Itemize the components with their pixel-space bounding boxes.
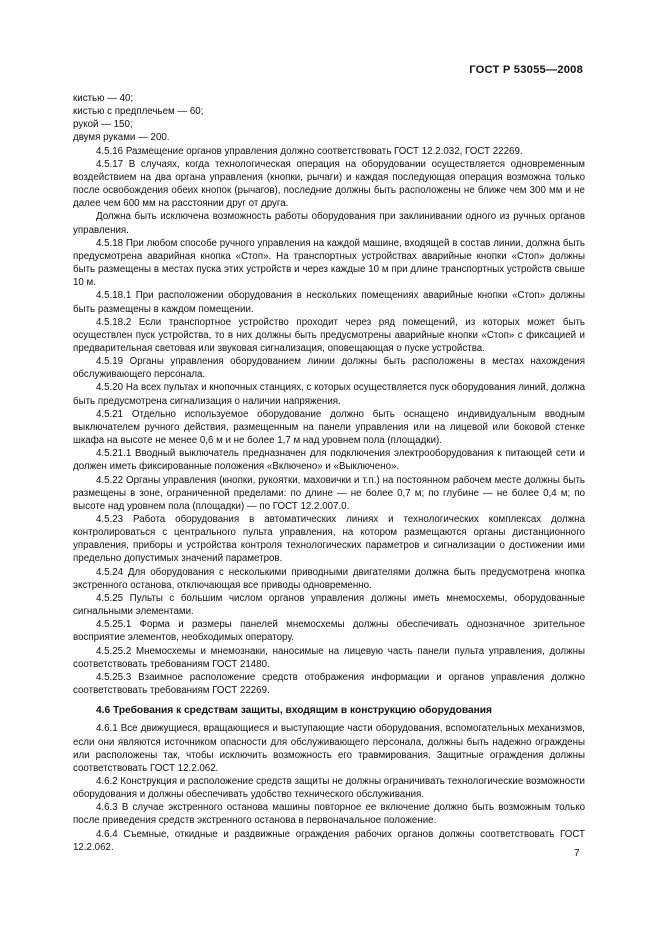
paragraph-4-5-24: 4.5.24 Для оборудования с несколькими приводными двигателями должна быть предусмотрена кнопка экстренного останова, отключающая все приводы одновременно.: [73, 566, 585, 591]
paragraph-4-5-18: 4.5.18 При любом способе ручного управления на каждой машине, входящей в состав линии, должна быть предусмотрена аварийная кнопка «Стоп». На транспортных устройствах аварийные кнопки «Стоп» должны быть размещены в местах пуска этих устройств и через каждые 10 м при длине транспортных устройств свыше 10 м.: [73, 237, 585, 289]
page-body: [73, 92, 585, 854]
section-heading-4-6: 4.6 Требования к средствам защиты, входящим в конструкцию оборудования: [96, 705, 492, 717]
paragraph-4-5-25-3: 4.5.25.3 Взаимное расположение средств отображения информации и органов управления должно соответствовать требованиям ГОСТ 22269.: [73, 671, 585, 697]
paragraph-4-5-25-1: 4.5.25.1 Форма и размеры панелей мнемосхемы должны обеспечивать однозначное зрительное восприятие элементов, необходимых оператору.: [73, 619, 585, 644]
paragraph-4-5-25-2: 4.5.25.2 Мнемосхемы и мнемознаки, наносимые на лицевую часть панели пульта управления, должны соответствовать требованиям ГОСТ 21480.: [73, 645, 585, 670]
paragraph-4-5-21-1: 4.5.21.1 Вводный выключатель предназначен для подключения электрооборудования к питающей сети и должен иметь фиксированные положения «Включено» и «Выключено».: [73, 448, 585, 473]
paragraph-4-5-23: 4.5.23 Работа оборудования в автоматических линиях и технологических комплексах должна контролироваться с центрального пульта управления, на котором размещаются органы дистанционного управления, приборы и устройства контроля технологических параметров и сигнализации о достижении ими предельно допустимых значений параметров.: [73, 514, 585, 565]
paragraph-4-6-1: 4.6.1 Все движущиеся, вращающиеся и выступающие части оборудования, вспомогательных механизмов, если они являются источником опасности для обслуживающего персонала, должны быть надежно ограждены или расположены так, чтобы исключить возможность его травмирования. Защитные ограждения должны соответствовать ГОСТ 12.2.062.: [73, 723, 585, 774]
paragraph-4-5-25: 4.5.25 Пульты с большим числом органов управления должны иметь мнемосхемы, оборудованные сигнальными элементами.: [73, 592, 585, 618]
paragraph-4-5-18-2: 4.5.18.2 Если транспортное устройство проходит через ряд помещений, из которых может быть осуществлен пуск устройства, то в них должны быть предусмотрены аварийные кнопки «Стоп» с фиксацией и предварительная световая или звуковая сигнализация, оповещающая о пуске устройства.: [73, 316, 585, 354]
paragraph-4-5-18-1: 4.5.18.1 При расположении оборудования в нескольких помещениях аварийные кнопки «Стоп» должны быть размещены в каждом помещении.: [73, 290, 585, 315]
list-item: рукой — 150;: [73, 119, 133, 131]
paragraph: Должна быть исключена возможность работы оборудования при заклинивании одного из ручных органов управления.: [73, 211, 585, 236]
list-item: кистью — 40;: [73, 93, 134, 104]
document-header: ГОСТ Р 53055—2008: [469, 64, 583, 76]
paragraph-4-5-17: 4.5.17 В случаях, когда технологическая операция на оборудовании осуществляется одновременным воздействием на два органа управления (кнопки, рычаги) и каждая последующая операция возможна только после освобождения обеих кнопок (рычагов), последние должны быть расположены не ближе чем 300 мм и не далее чем 600 мм на расстоянии друг от друга.: [73, 158, 585, 210]
list-item: двумя руками — 200.: [73, 132, 170, 144]
paragraph-4-6-2: 4.6.2 Конструкция и расположение средств защиты не должны ограничивать технологические возможности оборудования и должны обеспечивать удобство технического обслуживания.: [73, 775, 585, 801]
paragraph-4-6-4: 4.6.4 Съемные, откидные и раздвижные ограждения рабочих органов должны соответствовать ГОСТ 12.2.062.: [73, 828, 585, 853]
paragraph-4-5-21: 4.5.21 Отдельно используемое оборудование должно быть оснащено индивидуальным вводным выключателем ручного действия, размещенным на панели управления или на лицевой или боковой стенке шкафа на высоте не менее 0,6 м и не более 1,7 м над уровнем пола (площадки).: [73, 408, 585, 447]
paragraph-4-5-22: 4.5.22 Органы управления (кнопки, рукоятки, маховички и т.п.) на постоянном рабочем месте должны быть размещены в зоне, ограниченной пределами: по длине — не более 0,7 м; по глубине — не более 0,4 м; по высоте над уровнем пола (площадки) — по ГОСТ 12.2.007.0.: [73, 474, 585, 512]
list-item: кистью с предплечьем — 60;: [73, 106, 204, 118]
page-number: 7: [574, 848, 580, 859]
paragraph-4-5-19: 4.5.19 Органы управления оборудованием линии должны быть расположены в местах нахождения обслуживающего персонала.: [73, 356, 585, 381]
paragraph-4-5-20: 4.5.20 На всех пультах и кнопочных станциях, с которых осуществляется пуск оборудования линий, должна быть предусмотрена сигнализация о наличии напряжения.: [73, 382, 585, 407]
paragraph-4-6-3: 4.6.3 В случае экстренного останова машины повторное ее включение должно быть возможным только после приведения средств экстренного останова в первоначальное положение.: [73, 802, 585, 827]
paragraph-4-5-16: 4.5.16 Размещение органов управления должно соответствовать ГОСТ 12.2.032, ГОСТ 22269.: [96, 145, 523, 157]
